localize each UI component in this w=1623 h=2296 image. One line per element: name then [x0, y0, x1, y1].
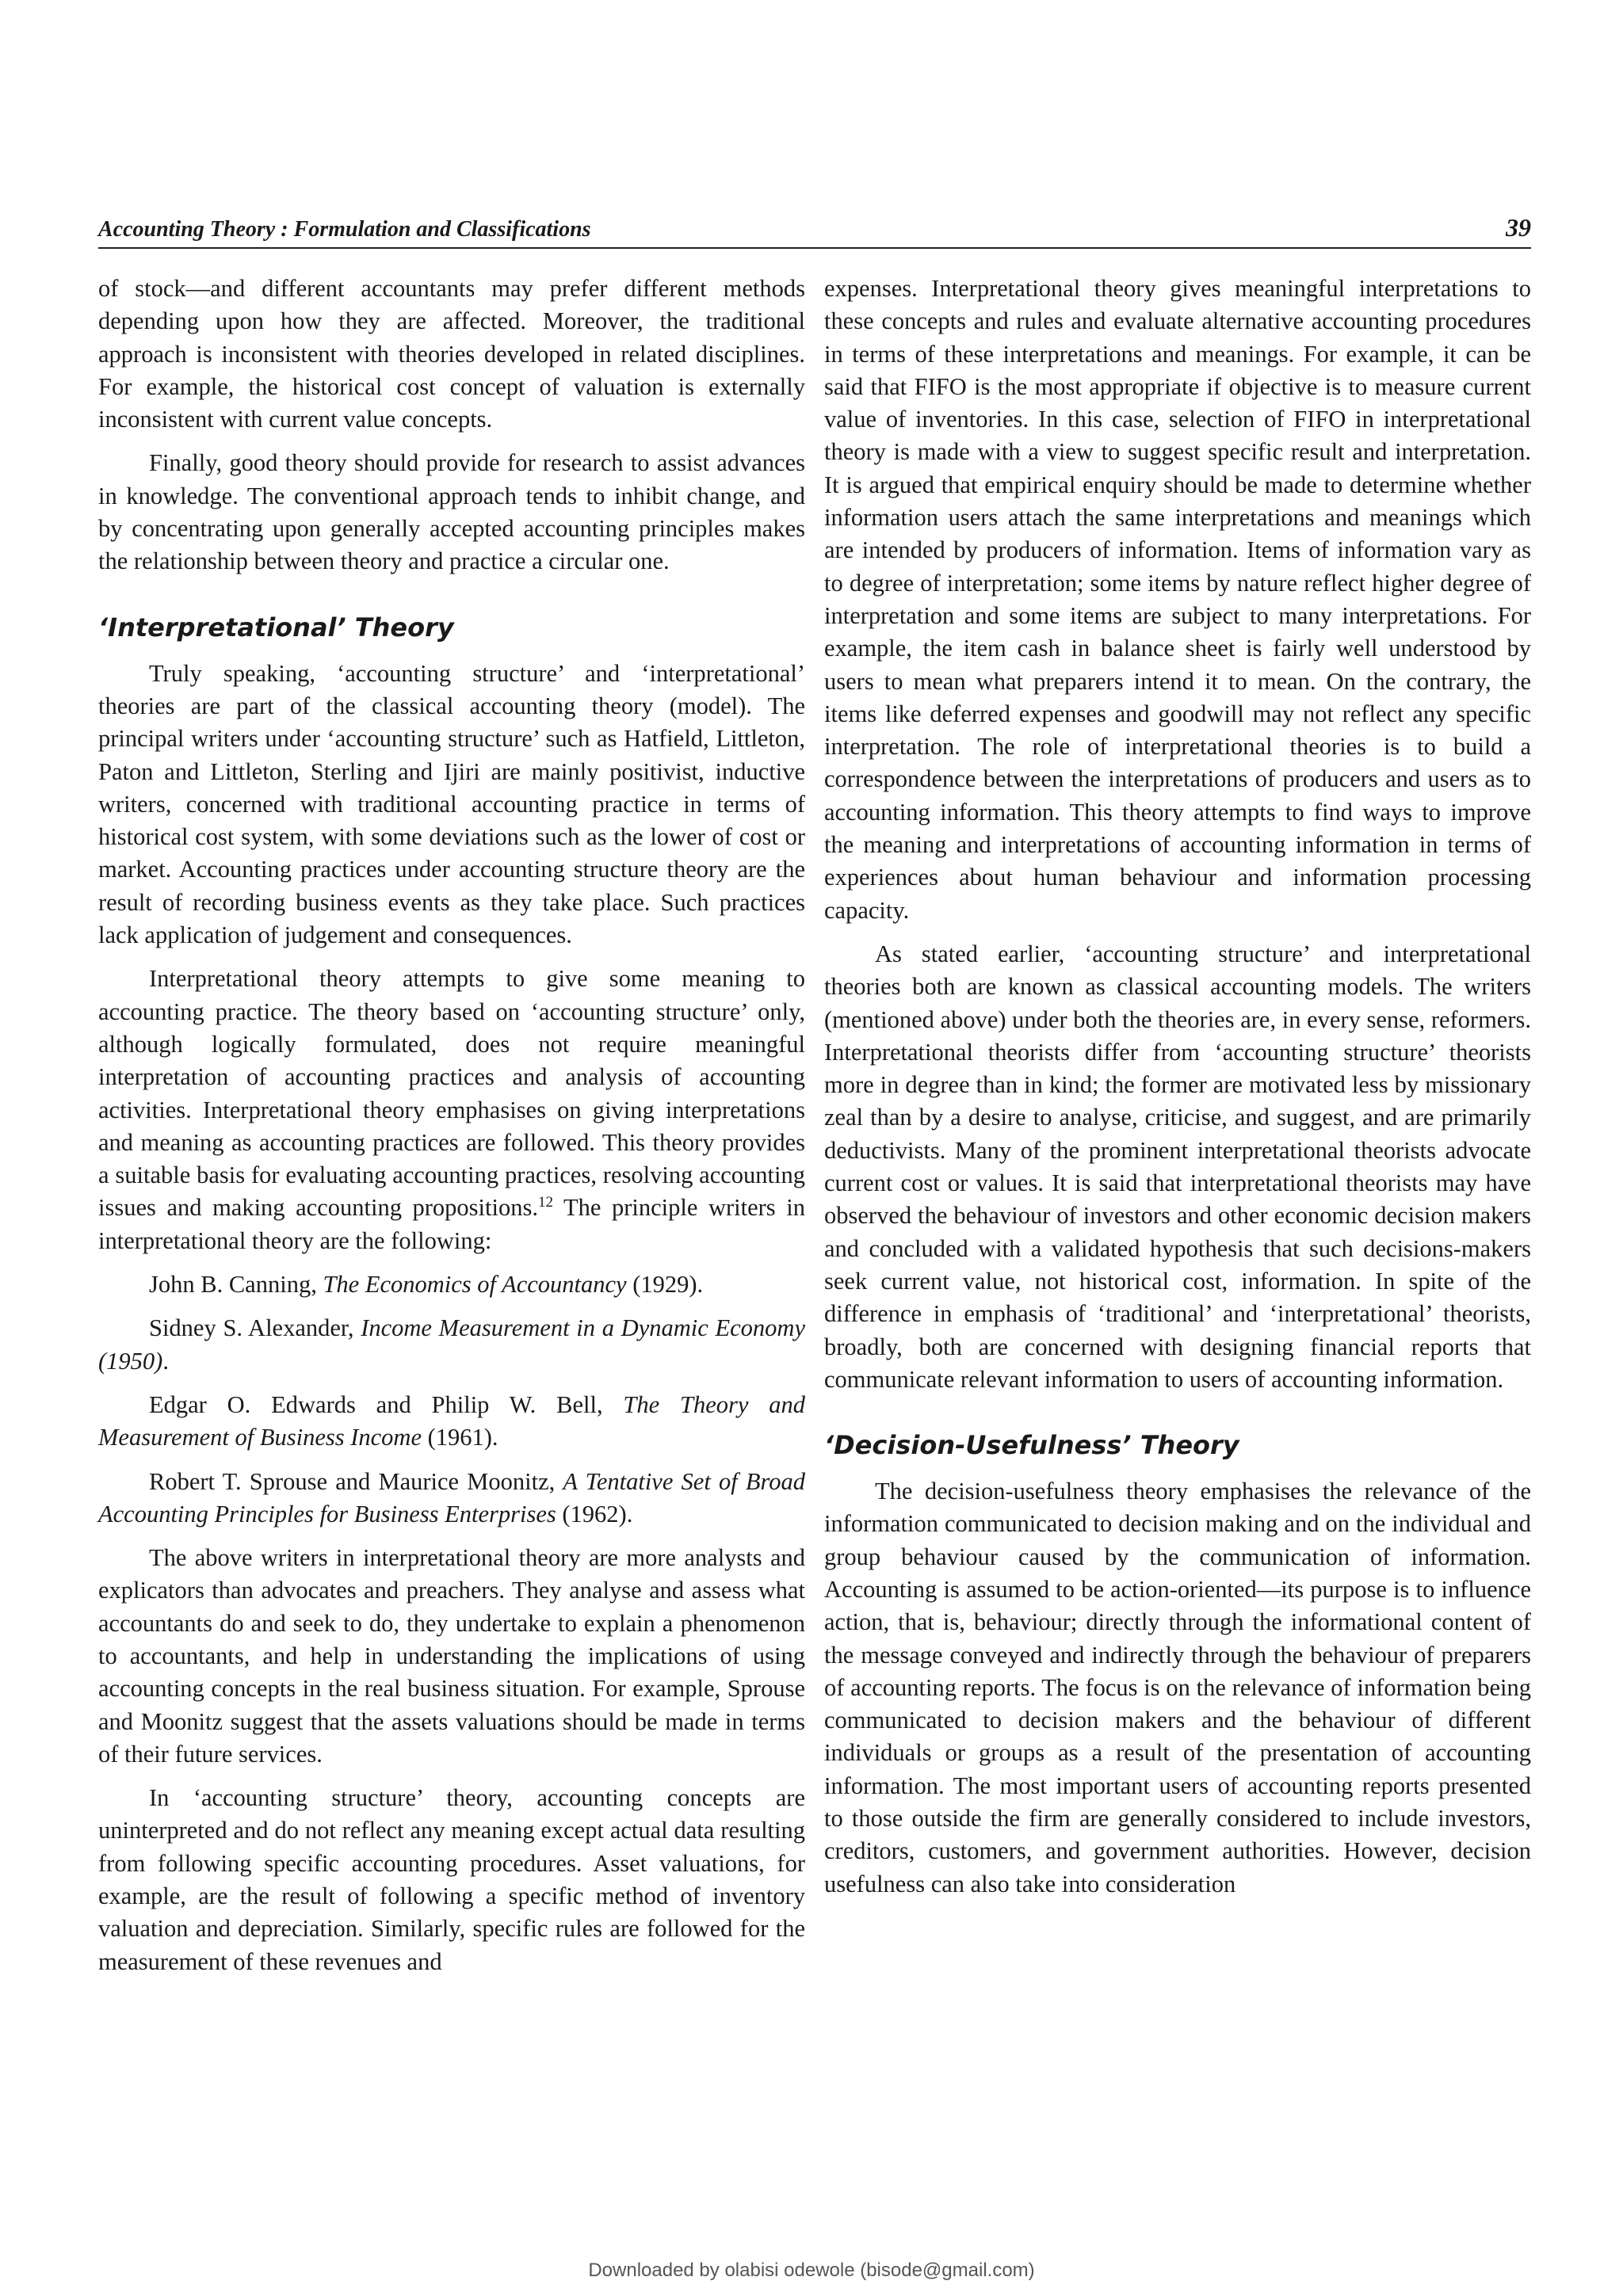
running-header	[98, 212, 1531, 249]
reference-item	[98, 1312, 805, 1378]
reference-year: .	[162, 1347, 169, 1375]
paragraph	[98, 963, 805, 1257]
reference-author: John B. Canning,	[149, 1271, 323, 1299]
paragraph: Truly speaking, ‘accounting structure’ and ‘interpretational’ theories are part of the classical accounting theory (model). The principal writers under ‘accounting structure’ such as Hatfield, Littleton, Paton and Littleton, Sterling and Ijiri are mainly positivist, inductive writers, concerned with traditional accounting practice in terms of historical cost system, with some deviations such as the lower of cost or market. Accounting practices under accounting structure theory are the result of recording business events as they take place. Such practices lack application of judgement and consequences.	[98, 659, 805, 949]
right-column	[824, 273, 1531, 1912]
reference-item	[98, 1268, 805, 1301]
paragraph: The above writers in interpretational theory are more analysts and explicators than advocates and preachers. They analyse and assess what accountants do and seek to do, they undertake to explain a phenomenon to accountants, and help in understanding the implications of using accounting concepts in the real business situation. For example, Sprouse and Moonitz suggest that the assets valuations should be made in terms of their future services.	[98, 1544, 805, 1768]
paragraph: As stated earlier, ‘accounting structure’ and interpretational theories both are known as classical accounting models. The writers (mentioned above) under both the theories are, in every sense, reformers. Interpretational theorists differ from ‘accounting structure’ theorists more in degree than in kind; the former are motivated less by missionary zeal than by a desire to analyse, criticise, and suggest, and are primarily deductivists. Many of the prominent interpretational theorists advocate current cost or values. It is said that interpretational theorists may have observed the behaviour of investors and other economic decision makers and concluded with a validated hypothesis that such decisions-makers seek current value, not historical cost, information. In spite of the difference in emphasis of ‘traditional’ and ‘interpretational’ theorists, broadly, both are concerned with designing financial reports that communicate relevant information to users of accounting information.	[824, 940, 1531, 1393]
reference-year: (1962).	[556, 1500, 633, 1527]
reference-author: Sidney S. Alexander,	[149, 1314, 361, 1342]
reference-year: (1929).	[626, 1271, 704, 1299]
reference-author: Robert T. Sprouse and Maurice Moonitz,	[149, 1467, 563, 1495]
left-column	[98, 273, 805, 1989]
paragraph-text: The principle writers in interpretational theory are the following:	[98, 1194, 805, 1254]
section-heading-decision-usefulness: ‘Decision-Usefulness’ Theory	[824, 1430, 1239, 1461]
paragraph: Finally, good theory should provide for research to assist advances in knowledge. The conventional approach tends to inhibit change, and by concentrating upon generally accepted accounting principles makes the relationship between theory and practice a circular one.	[98, 449, 805, 575]
reference-work: Income Measurement in a Dynamic Economy (1950)	[98, 1314, 805, 1375]
section-heading-interpretational: ‘Interpretational’ Theory	[98, 612, 454, 643]
paragraph: The decision-usefulness theory emphasises the relevance of the information communicated to decision making and on the individual and group behaviour caused by the communication of information. Accounting is assumed to be action-oriented—its purpose is to influence action, that is, behaviour; directly through the informational content of the message conveyed and indirectly through the behaviour of preparers of accounting reports. The focus is on the relevance of information being communicated to decision makers and the behaviour of different individuals or groups as a result of the presentation of accounting information. The most important users of accounting reports presented to those outside the firm are generally considered to include investors, creditors, customers, and government authorities. However, decision usefulness can also take into consideration	[824, 1478, 1531, 1897]
paragraph-text: Interpretational theory attempts to give some meaning to accounting practice. The theory based on ‘accounting structure’ only, although logically formulated, does not require meaningful interpretation of accounting practices and analysis of accounting activities. Interpretational theory emphasises on giving interpretations and meaning as accounting practices are followed. This theory provides a suitable basis for evaluating accounting practices, resolving accounting issues and making accounting propositions.	[98, 965, 805, 1222]
page-number: 39	[1506, 213, 1531, 242]
reference-work: The Theory and Measurement of Business Income	[98, 1390, 805, 1451]
paragraph: expenses. Interpretational theory gives meaningful interpretations to these concepts and rules and evaluate alternative accounting procedures in terms of these interpretations and meanings. For example, it can be said that FIFO is the most appropriate if objective is to measure current value of inventories. In this case, selection of FIFO in interpretational theory is made with a view to suggest specific result and interpretation. It is argued that empirical enquiry should be made to determine whether information users attach the same interpretations and meanings which are intended by producers of information. Items of information vary as to degree of interpretation; some items by nature reflect higher degree of interpretation and some items are subject to many interpretations. For example, the item cash in balance sheet is fairly well understood by users to mean what preparers intend it to mean. On the contrary, the items like deferred expenses and goodwill may not reflect any specific interpretation. The role of interpretational theories is to build a correspondence between the interpretations of producers and users as to accounting information. This theory attempts to find ways to improve the meaning and interpretations of accounting information in terms of experiences about human behaviour and information processing capacity.	[824, 275, 1531, 924]
paragraph: of stock—and different accountants may prefer different methods depending upon how they are affected. Moreover, the traditional approach is inconsistent with theories developed in related disciplines. For example, the historical cost concept of valuation is externally inconsistent with current value concepts.	[98, 275, 805, 433]
running-title: Accounting Theory : Formulation and Classifications	[98, 217, 591, 242]
reference-item	[98, 1466, 805, 1531]
reference-item	[98, 1389, 805, 1455]
paragraph: In ‘accounting structure’ theory, accounting concepts are uninterpreted and do not reflect any meaning except actual data resulting from following specific accounting procedures. Asset valuations, for example, are the result of following a specific method of inventory valuation and depreciation. Similarly, specific rules are followed for the measurement of these revenues and	[98, 1784, 805, 1975]
reference-work: A Tentative Set of Broad Accounting Principles for Business Enterprises	[98, 1467, 806, 1527]
reference-work: The Economics of Accountancy	[323, 1271, 627, 1299]
reference-year: (1961).	[421, 1424, 498, 1451]
download-footer: Downloaded by olabisi odewole (bisode@gmail.com)	[588, 2260, 1035, 2281]
footnote-ref: 12	[537, 1194, 553, 1211]
reference-author: Edgar O. Edwards and Philip W. Bell,	[149, 1390, 624, 1418]
